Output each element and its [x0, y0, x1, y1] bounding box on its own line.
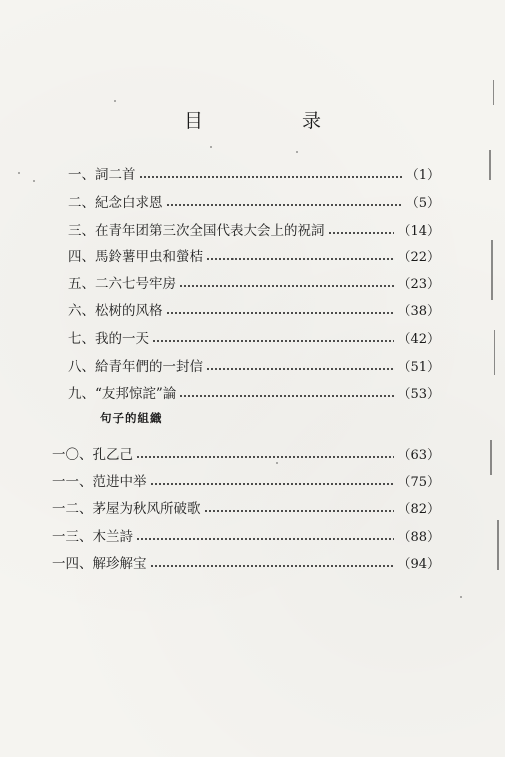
scan-speck: [232, 258, 234, 260]
toc-entry-title: 四、馬鈴薯甲虫和螢桔: [68, 249, 203, 265]
dot-leader: [206, 258, 394, 260]
dot-leader: [328, 232, 395, 234]
scan-edge-mark: [490, 440, 492, 475]
toc-entry[interactable]: [68, 271, 440, 293]
toc-entry[interactable]: [68, 190, 440, 212]
scan-edge-mark: [497, 520, 499, 570]
toc-entry-page: （22）: [397, 249, 440, 265]
toc-entry-title: 二、紀念白求恩: [68, 195, 163, 211]
dot-leader: [136, 538, 394, 540]
dot-leader: [179, 285, 394, 287]
toc-entry[interactable]: [68, 244, 440, 266]
toc-entry-title: 一〇、孔乙己: [52, 447, 133, 463]
toc-entry-page: （51）: [397, 359, 440, 375]
dot-leader: [204, 510, 395, 512]
scan-edge-mark: [494, 330, 495, 375]
dot-leader: [150, 483, 395, 485]
toc-entry-title: 一三、木兰詩: [52, 529, 133, 545]
toc-entry-title: 一二、茅屋为秋风所破歌: [52, 501, 201, 517]
toc-entry[interactable]: [68, 326, 440, 348]
toc-entry-page: （82）: [397, 501, 440, 517]
toc-entry-title: 一、詞二首: [68, 167, 136, 183]
scan-speck: [18, 172, 20, 174]
toc-entry[interactable]: [52, 442, 440, 464]
toc-entry-page: （63）: [397, 447, 440, 463]
toc-entry-title: 九、“友邦惊詫”論: [68, 386, 177, 402]
dot-leader: [136, 456, 394, 458]
toc-entry-page: （42）: [397, 331, 440, 347]
scan-speck: [460, 596, 462, 598]
toc-entry[interactable]: [52, 551, 440, 573]
scan-edge-mark: [489, 150, 491, 180]
toc-entry[interactable]: [68, 381, 440, 403]
dot-leader: [166, 204, 403, 206]
scan-speck: [296, 151, 298, 153]
toc-entry[interactable]: [52, 496, 440, 518]
toc-entry-page: （1）: [405, 167, 440, 183]
toc-entry-page: （23）: [397, 276, 440, 292]
toc-entry[interactable]: [52, 524, 440, 546]
toc-entry-title: 八、給青年們的一封信: [68, 359, 203, 375]
toc-entry-page: （53）: [397, 386, 440, 402]
toc-entry-page: （14）: [397, 223, 440, 239]
toc-entry-page: （5）: [405, 195, 440, 211]
scan-speck: [33, 180, 35, 182]
toc-entry[interactable]: [52, 469, 440, 491]
page-title: 目 录: [183, 110, 361, 132]
toc-entry[interactable]: [68, 162, 440, 184]
dot-leader: [152, 340, 394, 342]
scan-edge-mark: [493, 80, 494, 105]
toc-entry[interactable]: [68, 218, 440, 240]
section-subheading: 句子的組織: [100, 411, 163, 425]
toc-entry-title: 七、我的一天: [68, 331, 149, 347]
toc-entry-page: （38）: [397, 303, 440, 319]
dot-leader: [206, 368, 394, 370]
table-of-contents: [0, 158, 505, 578]
dot-leader: [150, 565, 395, 567]
toc-entry[interactable]: [68, 354, 440, 376]
dot-leader: [139, 176, 403, 178]
dot-leader: [166, 312, 395, 314]
scan-speck: [276, 462, 278, 464]
toc-entry-page: （75）: [397, 474, 440, 490]
toc-entry-page: （88）: [397, 529, 440, 545]
toc-entry-title: 一四、解珍解宝: [52, 556, 147, 572]
toc-entry-title: 一一、范进中举: [52, 474, 147, 490]
toc-entry-title: 三、在青年团第三次全国代表大会上的祝詞: [68, 223, 325, 239]
toc-entry[interactable]: [68, 298, 440, 320]
scan-speck: [210, 146, 212, 148]
dot-leader: [179, 395, 394, 397]
scan-speck: [114, 100, 116, 102]
toc-entry-title: 五、二六七号牢房: [68, 276, 176, 292]
toc-entry-page: （94）: [397, 556, 440, 572]
scan-edge-mark: [491, 240, 493, 300]
toc-entry-title: 六、松树的风格: [68, 303, 163, 319]
